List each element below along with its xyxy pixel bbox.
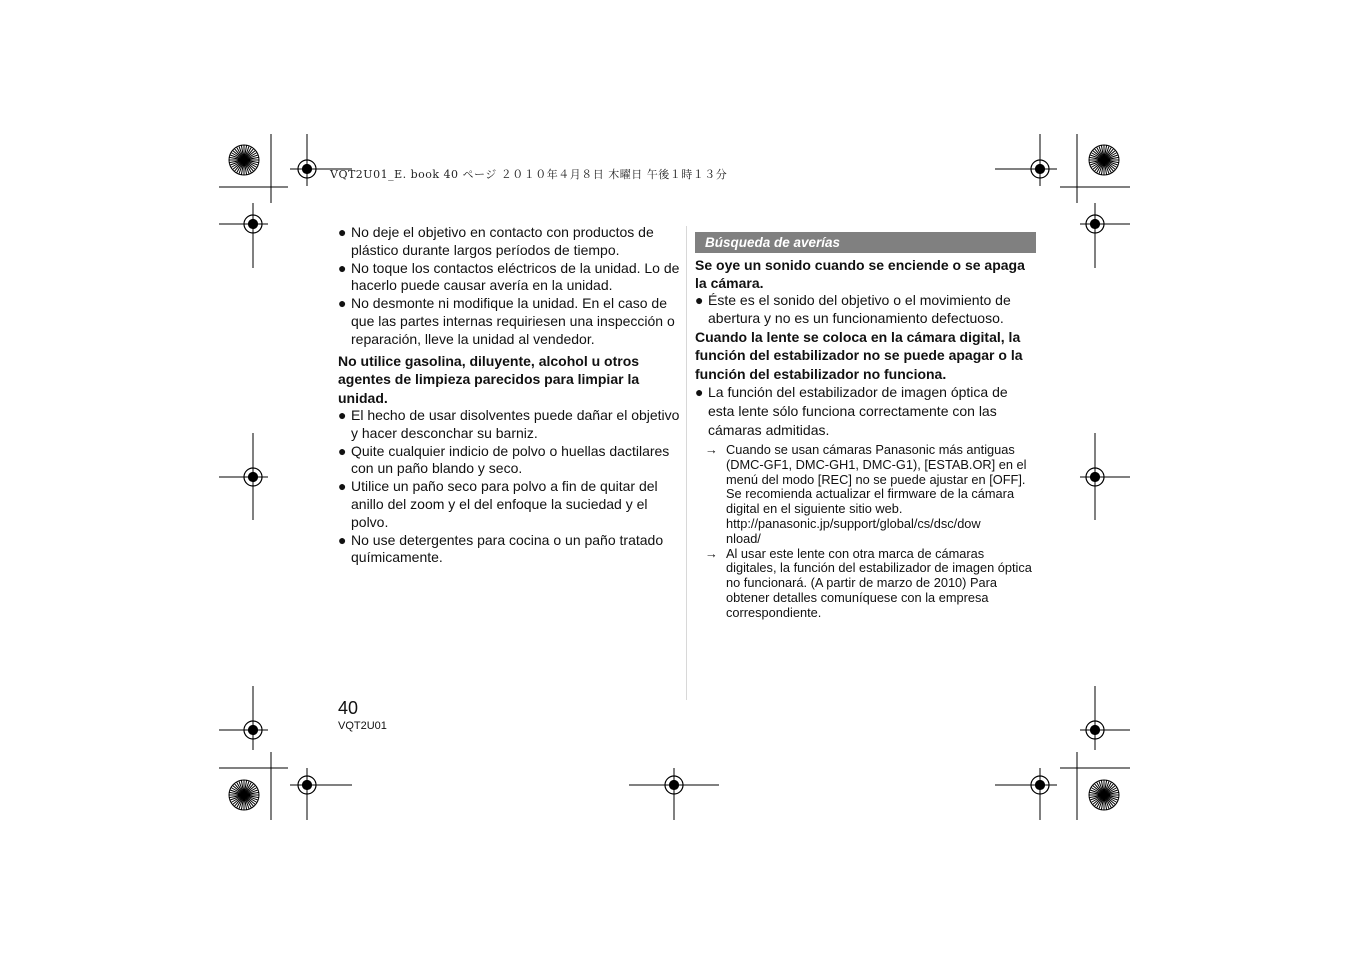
- sub-item: [695, 443, 1036, 547]
- list-item: [338, 478, 683, 531]
- registration-target-center: [1091, 220, 1100, 229]
- sub-item-text: Cuando se usan cámaras Panasonic más antiguas (DMC-GF1, DMC-GH1, DMC-G1), [ESTAB.OR] en el menú del modo [REC] no se puede ajustar en [OFF]. Se recomienda actualizar el firmware de la cámara digital en el siguiente sitio web.: [726, 442, 1027, 517]
- arrow-icon: →: [705, 442, 718, 458]
- bullet-text: No deje el objetivo en contacto con productos de plástico durante largos períodos de tiempo.: [351, 224, 654, 258]
- bullet-text: Quite cualquier indicio de polvo o huellas dactilares con un paño blando y seco.: [351, 442, 670, 477]
- question-heading: Se oye un sonido cuando se enciende o se apaga la cámara.: [695, 257, 1025, 291]
- registration-target-center: [670, 781, 679, 790]
- registration-target-center: [1036, 165, 1045, 174]
- sub-item-text: Al usar este lente con otra marca de cámaras digitales, la función del estabilizador de imagen óptica no funcionará. (A partir de marzo de 2010) Para obtener detalles comuníquese con la empresa correspondiente.: [726, 545, 1032, 620]
- bullet-text: La función del estabilizador de imagen óptica de esta lente sólo funciona correctamente con las cámaras admitidas.: [708, 384, 1008, 439]
- list-item: [338, 407, 683, 443]
- bullet-icon: ●: [338, 224, 347, 240]
- list-item: [695, 383, 1036, 440]
- bullet-icon: ●: [338, 407, 347, 424]
- left-column: [338, 224, 683, 567]
- bullet-icon: ●: [338, 478, 347, 495]
- bullet-icon: ●: [695, 292, 704, 308]
- arrow-icon: →: [705, 545, 718, 561]
- star-target-icon: [229, 780, 259, 810]
- bullet-text: Éste es el sonido del objetivo o el movimiento de abertura y no es un funcionamiento defectuoso.: [708, 292, 1011, 326]
- registration-target-center: [303, 165, 312, 174]
- registration-target-center: [1091, 726, 1100, 735]
- page-number: 40: [338, 698, 359, 718]
- right-column: [695, 256, 1036, 621]
- registration-target-center: [1036, 781, 1045, 790]
- registration-target-center: [249, 220, 258, 229]
- bullet-icon: ●: [338, 259, 347, 276]
- bullet-text: No use detergentes para cocina o un paño tratado químicamente.: [351, 531, 664, 566]
- bullet-icon: ●: [695, 384, 704, 401]
- list-item: [338, 295, 683, 348]
- column-divider: [686, 226, 687, 700]
- bullet-text: El hecho de usar disolventes puede dañar el objetivo y hacer desconchar su barniz.: [351, 407, 680, 441]
- support-url: http://panasonic.jp/support/global/cs/dsc/download/: [726, 516, 981, 546]
- warning-heading: No utilice gasolina, diluyente, alcohol u otros agentes de limpieza parecidos para limpiar la unidad.: [338, 352, 640, 406]
- star-target-icon: [229, 145, 259, 175]
- star-target-icon: [1089, 780, 1119, 810]
- section-title-banner: Búsqueda de averías: [695, 232, 1036, 253]
- registration-target-center: [249, 726, 258, 735]
- sub-item: [695, 547, 1036, 621]
- list-item: [338, 260, 683, 296]
- bullet-icon: ●: [338, 442, 347, 459]
- registration-target-center: [249, 473, 258, 482]
- registration-target-center: [303, 781, 312, 790]
- bullet-icon: ●: [338, 295, 347, 312]
- file-info-header: VQT2U01_E. book 40 ページ ２０１０年４月８日 木曜日 午後１時１３分: [330, 168, 728, 181]
- bullet-text: No toque los contactos eléctricos de la unidad. Lo de hacerlo puede causar avería en la unidad.: [351, 259, 680, 294]
- star-target-icon: [1089, 145, 1119, 175]
- list-item: [338, 224, 683, 260]
- model-code: VQT2U01: [338, 720, 387, 732]
- list-item: [695, 292, 1036, 328]
- bullet-text: No desmonte ni modifique la unidad. En el caso de que las partes internas requiriesen una inspección o reparación, lleve la unidad al vendedor.: [351, 295, 675, 347]
- bullet-icon: ●: [338, 531, 347, 548]
- registration-target-center: [1091, 473, 1100, 482]
- list-item: [338, 443, 683, 479]
- bullet-text: Utilice un paño seco para polvo a fin de quitar del anillo del zoom y el del enfoque la suciedad y el polvo.: [351, 478, 658, 530]
- list-item: [338, 532, 683, 568]
- question-heading: Cuando la lente se coloca en la cámara digital, la función del estabilizador no se puede apagar o la función del estabilizador no funciona.: [695, 328, 1023, 382]
